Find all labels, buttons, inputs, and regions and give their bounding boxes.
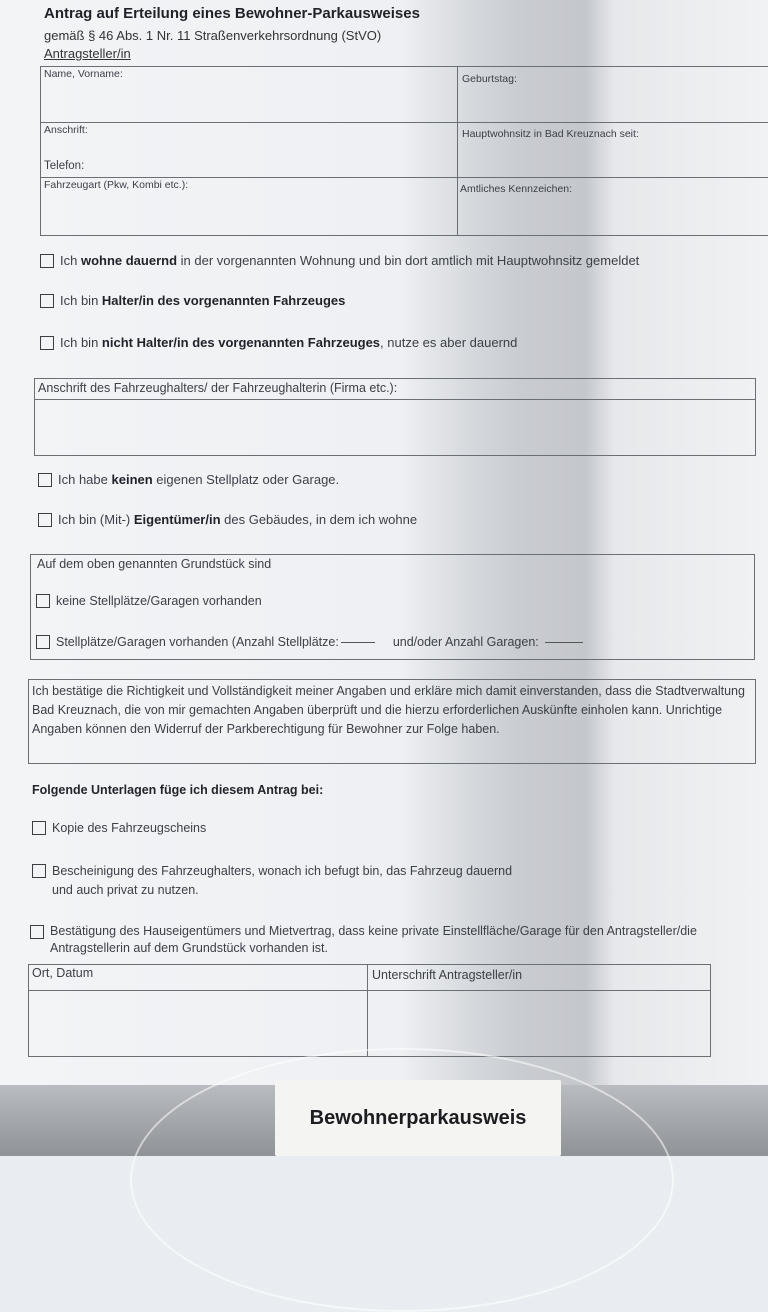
- checkbox-label: Stellplätze/Garagen vorhanden (Anzahl Stellplätze:: [56, 635, 339, 649]
- checkbox-label: Bestätigung des Hauseigentümers und Mietvertrag, dass keine private Einstellfläche/Garage für den Antragsteller/die Antragstellerin auf dem Grundstück vorhanden ist.: [50, 924, 697, 955]
- checkbox-row-holder-certificate[interactable]: [32, 862, 532, 900]
- vehicle-type-field-label: Fahrzeugart (Pkw, Kombi etc.):: [44, 179, 189, 191]
- checkbox[interactable]: [32, 864, 46, 878]
- checkbox-label: Bescheinigung des Fahrzeughalters, wonach ich befugt bin, das Fahrzeug dauernd und auch privat zu nutzen.: [52, 864, 513, 897]
- table-divider: [28, 990, 710, 991]
- section-heading: Antragsteller/in: [44, 46, 131, 61]
- checkbox-row-owner[interactable]: [38, 512, 417, 527]
- checkbox-label: Ich habe keinen eigenen Stellplatz oder Garage.: [58, 472, 340, 487]
- table-divider: [40, 177, 768, 178]
- spaces-count-blank[interactable]: [341, 642, 375, 643]
- sign-card-label: Bewohnerparkausweis: [309, 1106, 527, 1129]
- holder-address-label: Anschrift des Fahrzeughalters/ der Fahrzeughalterin (Firma etc.):: [38, 381, 398, 395]
- table-divider: [40, 122, 768, 123]
- checkbox-label: Ich bin Halter/in des vorgenannten Fahrzeuges: [60, 293, 346, 308]
- checkbox-row-no-spaces[interactable]: [36, 594, 262, 608]
- sign-card: [275, 1080, 561, 1156]
- checkbox-label: Ich bin nicht Halter/in des vorgenannten Fahrzeuges, nutze es aber dauernd: [60, 335, 518, 350]
- table-divider: [457, 66, 458, 235]
- plate-field-label: Amtliches Kennzeichen:: [460, 183, 573, 195]
- property-heading: Auf dem oben genannten Grundstück sind: [37, 557, 272, 571]
- form-title: Antrag auf Erteilung eines Bewohner-Parkausweises: [44, 5, 420, 22]
- checkbox[interactable]: [36, 594, 50, 608]
- residence-field-label: Hauptwohnsitz in Bad Kreuznach seit:: [462, 128, 639, 140]
- checkbox-row-vehicle-holder[interactable]: [40, 293, 345, 308]
- attachments-heading: Folgende Unterlagen füge ich diesem Antrag bei:: [32, 783, 324, 797]
- address-field-label: Anschrift:: [44, 124, 88, 136]
- checkbox-label: Kopie des Fahrzeugscheins: [52, 821, 207, 835]
- checkbox-row-vehicle-registration[interactable]: [32, 821, 206, 835]
- signature-label: Unterschrift Antragsteller/in: [372, 968, 523, 982]
- phone-field-label: Telefon:: [44, 160, 85, 172]
- checkbox-row-owner-confirmation[interactable]: [30, 923, 710, 957]
- checkbox[interactable]: [36, 635, 50, 649]
- table-divider: [367, 964, 368, 1056]
- checkbox[interactable]: [40, 254, 54, 268]
- checkbox-label: keine Stellplätze/Garagen vorhanden: [56, 594, 262, 608]
- checkbox-label: und/oder Anzahl Garagen:: [392, 635, 539, 649]
- checkbox[interactable]: [40, 294, 54, 308]
- checkbox-row-permanent-residence[interactable]: [40, 253, 639, 268]
- form-subtitle: gemäß § 46 Abs. 1 Nr. 11 Straßenverkehrsordnung (StVO): [44, 28, 382, 43]
- signature-table: [28, 964, 711, 1057]
- birthday-field-label: Geburtstag:: [462, 73, 517, 85]
- checkbox-label: Ich wohne dauernd in der vorgenannten Wohnung und bin dort amtlich mit Hauptwohnsitz gemeldet: [60, 253, 640, 268]
- name-field-label: Name, Vorname:: [44, 68, 123, 80]
- checkbox-row-no-parking[interactable]: [38, 472, 339, 487]
- checkbox[interactable]: [40, 336, 54, 350]
- place-date-label: Ort, Datum: [32, 966, 94, 980]
- confirmation-text: Ich bestätige die Richtigkeit und Vollständigkeit meiner Angaben und erkläre mich damit einverstanden, dass die Stadtverwaltung Bad Kreuznach, die von mir gemachten Angaben überprüft und die hierzu erforderlichen Auskünfte einholen kann. Unrichtige Angaben können den Widerruf der Parkberechtigung für Bewohner zur Folge haben.: [32, 684, 745, 736]
- box-divider: [34, 399, 755, 400]
- garages-count-blank[interactable]: [545, 642, 583, 643]
- checkbox-row-not-vehicle-holder[interactable]: [40, 335, 517, 350]
- checkbox[interactable]: [38, 473, 52, 487]
- checkbox-label: Ich bin (Mit-) Eigentümer/in des Gebäudes, in dem ich wohne: [58, 512, 418, 527]
- checkbox[interactable]: [30, 925, 44, 939]
- checkbox-row-spaces-available[interactable]: [36, 635, 583, 649]
- checkbox[interactable]: [32, 821, 46, 835]
- applicant-table: [40, 66, 768, 236]
- checkbox[interactable]: [38, 513, 52, 527]
